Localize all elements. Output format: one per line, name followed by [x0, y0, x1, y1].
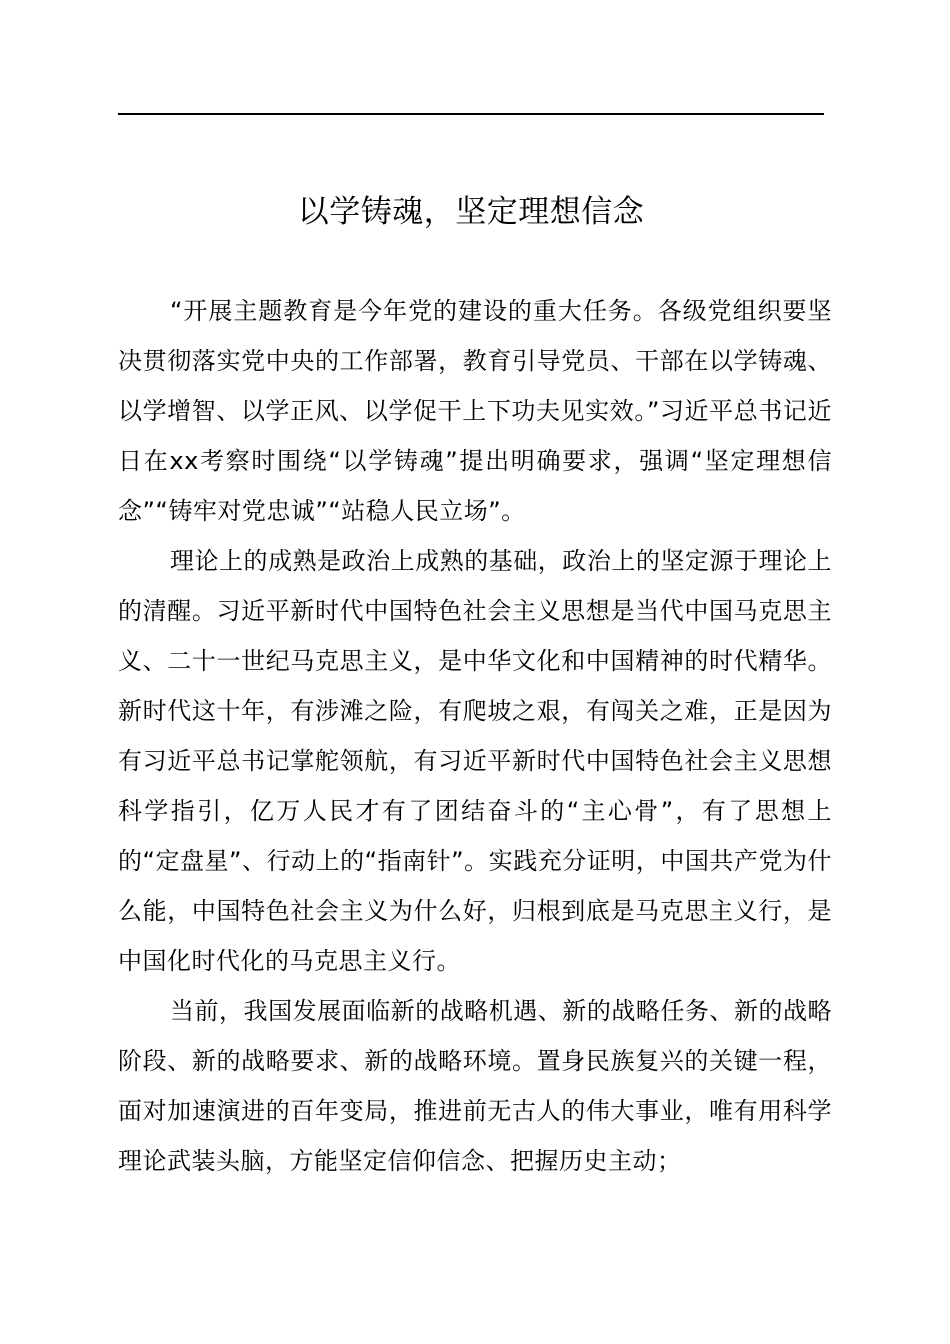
- header-rule: [118, 113, 824, 115]
- paragraph-3: 当前，我国发展面临新的战略机遇、新的战略任务、新的战略阶段、新的战略要求、新的战略环境。置身民族复兴的关键一程，面对加速演进的百年变局，推进前无古人的伟大事业，唯有用科学理论武装头脑，方能坚定信仰信念、把握历史主动；: [118, 997, 832, 1175]
- article-body: [118, 286, 832, 1186]
- paragraph-2: 理论上的成熟是政治上成熟的基础，政治上的坚定源于理论上的清醒。习近平新时代中国特色社会主义思想是当代中国马克思主义、二十一世纪马克思主义，是中华文化和中国精神的时代精华。新时代这十年，有涉滩之险，有爬坡之艰，有闯关之难，正是因为有习近平总书记掌舵领航，有习近平新时代中国特色社会主义思想科学指引，亿万人民才有了团结奋斗的“主心骨”，有了思想上的“定盘星”、行动上的“指南针”。实践充分证明，中国共产党为什么能，中国特色社会主义为什么好，归根到底是马克思主义行，是中国化时代化的马克思主义行。: [118, 547, 832, 975]
- paragraph-1: “开展主题教育是今年党的建设的重大任务。各级党组织要坚决贯彻落实党中央的工作部署，教育引导党员、干部在以学铸魂、以学增智、以学正风、以学促干上下功夫见实效。”习近平总书记近日在xx考察时围绕“以学铸魂”提出明确要求，强调“坚定理想信念”“铸牢对党忠诚”“站稳人民立场”。: [118, 297, 832, 525]
- page-title: 以学铸魂，坚定理想信念: [297, 194, 645, 230]
